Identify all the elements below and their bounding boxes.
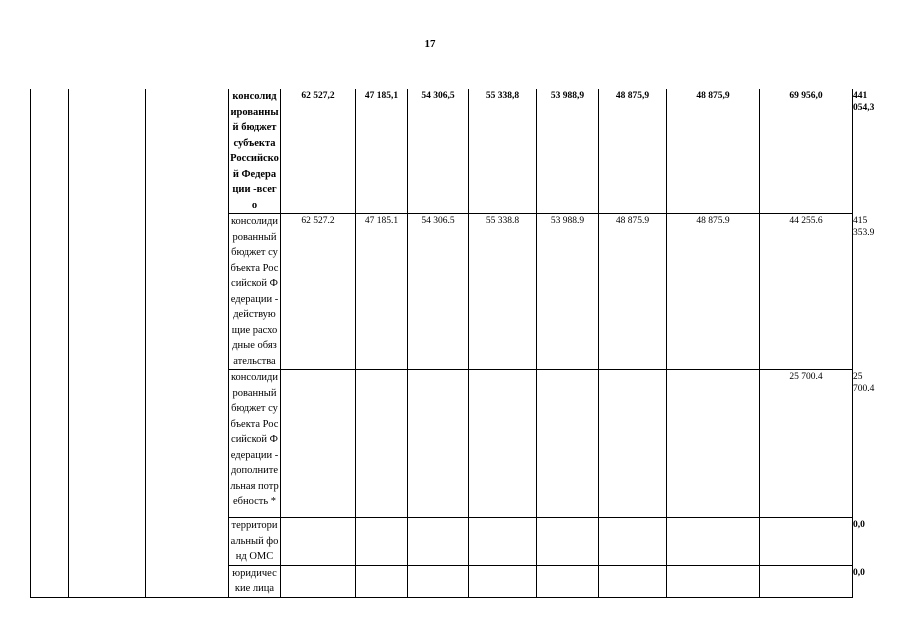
empty-cell [146, 370, 229, 518]
value-cell [408, 370, 469, 518]
value-cell: 25 700.4 [760, 370, 853, 518]
value-cell [599, 518, 667, 566]
value-cell: 48 875,9 [667, 89, 760, 214]
row-label: консолидированный бюджет субъекта Российской Федерации - дополнительная потребность * [229, 370, 281, 518]
empty-cell [69, 518, 146, 566]
page-number: 17 [424, 38, 436, 50]
budget-table [30, 89, 875, 598]
value-cell [537, 370, 599, 518]
value-cell: 54 306,5 [408, 89, 469, 214]
table-row: юридические лица 0,0 [31, 565, 853, 597]
empty-cell [146, 565, 229, 597]
value-cell: 53 988,9 [537, 89, 599, 214]
value-cell: 44 255.6 [760, 214, 853, 370]
table-row: консолидированный бюджет субъекта Российской Федерации - дополнительная потребность * 25 700.4 25 700.4 [31, 370, 853, 518]
empty-cell [69, 214, 146, 370]
empty-cell [31, 214, 69, 370]
value-cell: 54 306.5 [408, 214, 469, 370]
value-cell: 48 875.9 [667, 214, 760, 370]
value-cell: 48 875,9 [599, 89, 667, 214]
value-cell [469, 565, 537, 597]
value-cell [760, 518, 853, 566]
value-cell [356, 565, 408, 597]
value-cell: 48 875.9 [599, 214, 667, 370]
row-label: территориальный фонд ОМС [229, 518, 281, 566]
row-label: юридические лица [229, 565, 281, 597]
value-cell [469, 370, 537, 518]
row-label: консолидированный бюджет субъекта Российской Федерации -всего [229, 89, 281, 214]
empty-cell [69, 89, 146, 214]
value-cell: 53 988.9 [537, 214, 599, 370]
value-cell: 62 527.2 [281, 214, 356, 370]
empty-cell [31, 89, 69, 214]
value-cell: 55 338,8 [469, 89, 537, 214]
value-cell [281, 370, 356, 518]
value-cell [599, 565, 667, 597]
empty-cell [146, 518, 229, 566]
value-cell [537, 565, 599, 597]
empty-cell [31, 565, 69, 597]
empty-cell [31, 518, 69, 566]
empty-cell [146, 89, 229, 214]
value-cell [281, 565, 356, 597]
value-cell: 55 338.8 [469, 214, 537, 370]
value-cell [408, 518, 469, 566]
empty-cell [69, 370, 146, 518]
value-cell [469, 518, 537, 566]
value-cell: 47 185.1 [356, 214, 408, 370]
value-cell [599, 370, 667, 518]
value-cell [281, 518, 356, 566]
value-cell [356, 518, 408, 566]
table-row: консолидированный бюджет субъекта Российской Федерации - действующие расходные обязательства 62 527.2 47 185.1 54 306.5 55 338.8 53 988.9 48 875.9 48 875.9 44 255.6 415 353.9 [31, 214, 853, 370]
value-cell [356, 370, 408, 518]
table-row: территориальный фонд ОМС 0,0 [31, 518, 853, 566]
value-cell: 69 956,0 [760, 89, 853, 214]
value-cell [667, 565, 760, 597]
value-cell [667, 370, 760, 518]
table-row: консолидированный бюджет субъекта Российской Федерации -всего 62 527,2 47 185,1 54 306,5 55 338,8 53 988,9 48 875,9 48 875,9 69 956,0 441 054,3 [31, 89, 853, 214]
value-cell [667, 518, 760, 566]
value-cell [760, 565, 853, 597]
empty-cell [146, 214, 229, 370]
value-cell: 47 185,1 [356, 89, 408, 214]
row-label: консолидированный бюджет субъекта Российской Федерации - действующие расходные обязательства [229, 214, 281, 370]
value-cell [537, 518, 599, 566]
value-cell: 62 527,2 [281, 89, 356, 214]
value-cell [408, 565, 469, 597]
empty-cell [69, 565, 146, 597]
empty-cell [31, 370, 69, 518]
